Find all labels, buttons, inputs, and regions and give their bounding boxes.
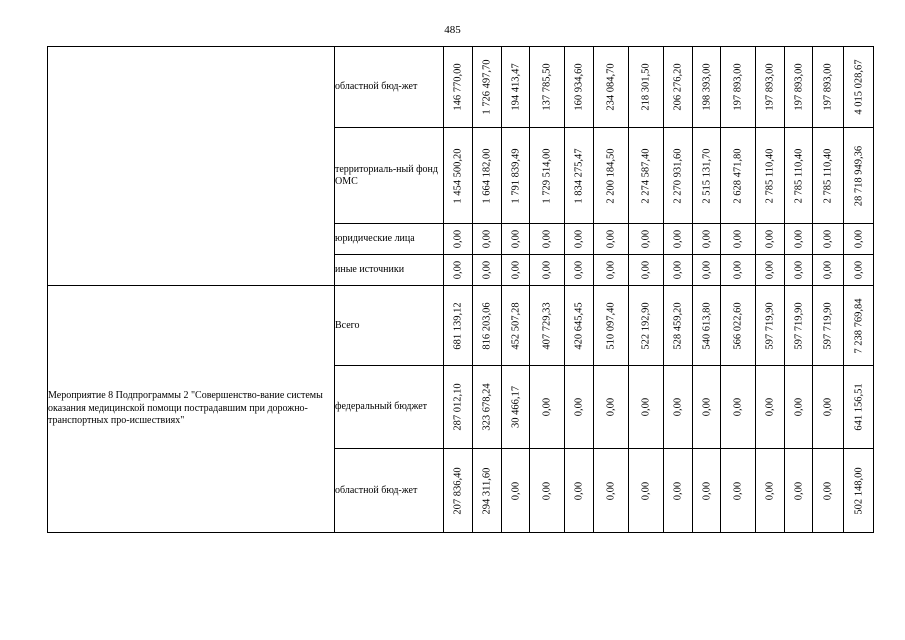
value-cell: [629, 449, 664, 533]
value-text: 1 834 275,47: [573, 147, 585, 204]
value-text: 0,00: [510, 229, 521, 249]
value-text: 597 719,90: [793, 301, 804, 350]
value-text: 0,00: [853, 229, 864, 249]
value-cell: [844, 449, 874, 533]
value-cell: [721, 128, 756, 224]
value-text: 0,00: [452, 229, 464, 249]
value-text: 597 719,90: [822, 301, 834, 350]
value-cell: [664, 449, 693, 533]
value-text: 2 274 587,40: [640, 147, 652, 204]
value-cell: [813, 128, 844, 224]
value-text: 294 311,60: [481, 467, 493, 514]
value-text: 0,00: [822, 481, 834, 500]
value-text: 0,00: [822, 260, 834, 280]
value-text: 0,00: [541, 481, 553, 500]
value-text: 30 466,17: [510, 386, 521, 428]
value-cell: [844, 47, 874, 128]
value-cell: [594, 47, 629, 128]
funding-source-cell: юридические лица: [335, 224, 444, 255]
value-cell: [530, 449, 565, 533]
value-cell: [473, 366, 502, 449]
value-text: 2 515 131,70: [701, 147, 712, 204]
value-text: 816 203,06: [481, 301, 493, 350]
value-cell: [813, 286, 844, 366]
value-cell: [629, 224, 664, 255]
value-cell: [502, 286, 530, 366]
value-cell: [502, 128, 530, 224]
value-text: 0,00: [793, 229, 804, 249]
value-text: 0,00: [672, 260, 684, 280]
value-text: 510 097,40: [605, 301, 617, 350]
value-cell: [721, 224, 756, 255]
value-text: 218 301,50: [640, 63, 652, 111]
value-text: 407 729,33: [541, 301, 553, 350]
value-text: 198 393,00: [701, 63, 712, 111]
value-text: 0,00: [452, 260, 464, 280]
value-cell: [530, 255, 565, 286]
value-text: 0,00: [605, 481, 617, 500]
value-cell: [594, 255, 629, 286]
value-text: 197 893,00: [764, 63, 776, 111]
value-cell: [629, 366, 664, 449]
funding-source-cell: областной бюд-жет: [335, 47, 444, 128]
value-text: 2 628 471,80: [732, 147, 744, 204]
value-text: 540 613,80: [701, 301, 712, 350]
value-text: 1 454 500,20: [452, 147, 464, 204]
value-text: 681 139,12: [452, 301, 464, 350]
value-text: 528 459,20: [672, 301, 684, 350]
value-text: 0,00: [672, 229, 684, 249]
budget-table: [47, 46, 874, 533]
value-cell: [502, 255, 530, 286]
value-text: 0,00: [822, 397, 834, 417]
value-cell: [785, 128, 813, 224]
value-text: 287 012,10: [452, 383, 464, 431]
value-cell: [530, 366, 565, 449]
value-text: 0,00: [481, 260, 493, 280]
value-text: 1 726 497,70: [481, 59, 493, 115]
value-text: 194 413,47: [510, 63, 521, 111]
value-cell: [664, 366, 693, 449]
value-cell: [565, 286, 594, 366]
value-text: 1 729 514,00: [541, 147, 553, 204]
value-text: 0,00: [605, 397, 617, 417]
value-cell: [664, 255, 693, 286]
value-text: 0,00: [822, 229, 834, 249]
value-cell: [813, 449, 844, 533]
value-cell: [785, 47, 813, 128]
value-cell: [756, 449, 785, 533]
value-text: 522 192,90: [640, 301, 652, 350]
value-text: 0,00: [605, 260, 617, 280]
value-text: 452 507,28: [510, 301, 521, 350]
funding-source-cell: Всего: [335, 286, 444, 366]
value-cell: [664, 47, 693, 128]
value-text: 7 238 769,84: [853, 297, 864, 354]
value-text: 0,00: [764, 397, 776, 417]
value-text: 206 276,20: [672, 63, 684, 111]
value-cell: [813, 366, 844, 449]
value-text: 0,00: [701, 397, 712, 417]
value-text: 207 836,40: [452, 466, 464, 515]
value-cell: [502, 224, 530, 255]
measure-cell: Мероприятие 8 Подпрограммы 2 "Совершенство-вание системы оказания медицинской помощи пострадавшим при дорожно-транспортных про-исшествиях": [48, 286, 335, 533]
value-cell: [721, 47, 756, 128]
value-text: 0,00: [732, 229, 744, 249]
value-cell: [629, 128, 664, 224]
value-text: 0,00: [640, 229, 652, 249]
value-text: 2 785 110,40: [764, 148, 776, 203]
value-cell: [444, 255, 473, 286]
value-cell: [530, 286, 565, 366]
value-text: 160 934,60: [573, 63, 585, 111]
value-cell: [530, 128, 565, 224]
value-cell: [473, 224, 502, 255]
value-cell: [502, 449, 530, 533]
value-text: 0,00: [541, 397, 553, 417]
value-cell: [629, 286, 664, 366]
value-cell: [721, 449, 756, 533]
funding-source-cell: территориаль-ный фонд ОМС: [335, 128, 444, 224]
value-cell: [565, 449, 594, 533]
value-text: 0,00: [573, 229, 585, 249]
value-cell: [473, 286, 502, 366]
value-cell: [844, 366, 874, 449]
value-text: 0,00: [605, 229, 617, 249]
value-cell: [565, 47, 594, 128]
value-cell: [721, 366, 756, 449]
value-cell: [565, 128, 594, 224]
value-cell: [444, 449, 473, 533]
value-text: 4 015 028,67: [853, 59, 864, 115]
value-cell: [530, 224, 565, 255]
value-cell: [844, 255, 874, 286]
page-number: 485: [444, 24, 461, 36]
value-cell: [785, 224, 813, 255]
value-text: 502 148,00: [853, 466, 864, 515]
value-cell: [693, 224, 721, 255]
value-cell: [813, 47, 844, 128]
value-text: 0,00: [573, 397, 585, 417]
value-cell: [693, 128, 721, 224]
value-text: 197 893,00: [822, 63, 834, 111]
value-cell: [444, 47, 473, 128]
value-text: 0,00: [701, 260, 712, 280]
value-cell: [629, 47, 664, 128]
value-text: 2 200 184,50: [605, 147, 617, 204]
value-text: 234 084,70: [605, 63, 617, 111]
value-cell: [813, 224, 844, 255]
value-cell: [473, 128, 502, 224]
value-text: 0,00: [672, 481, 684, 500]
value-cell: [756, 47, 785, 128]
value-cell: [565, 224, 594, 255]
value-cell: [756, 224, 785, 255]
value-cell: [785, 286, 813, 366]
value-text: 0,00: [793, 260, 804, 280]
value-cell: [473, 449, 502, 533]
value-cell: [565, 255, 594, 286]
value-text: 197 893,00: [793, 63, 804, 111]
value-cell: [721, 255, 756, 286]
value-text: 0,00: [732, 397, 744, 417]
value-cell: [664, 128, 693, 224]
value-text: 420 645,45: [573, 301, 585, 350]
value-cell: [664, 224, 693, 255]
value-text: 0,00: [573, 481, 585, 500]
value-text: 641 156,51: [853, 383, 864, 431]
value-cell: [594, 366, 629, 449]
value-text: 146 770,00: [452, 63, 464, 111]
value-cell: [664, 286, 693, 366]
value-text: 0,00: [793, 481, 804, 500]
value-cell: [594, 449, 629, 533]
value-text: 0,00: [640, 481, 652, 500]
value-cell: [444, 286, 473, 366]
value-text: 0,00: [541, 260, 553, 280]
value-cell: [502, 47, 530, 128]
value-text: 323 678,24: [481, 383, 493, 431]
value-cell: [721, 286, 756, 366]
value-text: 0,00: [793, 397, 804, 417]
value-cell: [444, 128, 473, 224]
value-text: 2 785 110,40: [822, 148, 834, 203]
value-text: 0,00: [764, 229, 776, 249]
value-text: 597 719,90: [764, 301, 776, 350]
value-text: 0,00: [701, 481, 712, 500]
value-text: 137 785,50: [541, 63, 553, 111]
value-cell: [785, 449, 813, 533]
value-text: 1 664 182,00: [481, 147, 493, 204]
value-text: 566 022,60: [732, 301, 744, 350]
value-cell: [844, 224, 874, 255]
value-cell: [844, 286, 874, 366]
value-cell: [756, 286, 785, 366]
value-text: 0,00: [764, 260, 776, 280]
value-cell: [693, 366, 721, 449]
value-text: 0,00: [640, 260, 652, 280]
value-cell: [756, 128, 785, 224]
value-cell: [756, 366, 785, 449]
value-cell: [756, 255, 785, 286]
value-cell: [844, 128, 874, 224]
value-cell: [693, 255, 721, 286]
value-text: 28 718 949,36: [853, 145, 864, 206]
value-cell: [594, 286, 629, 366]
value-cell: [693, 286, 721, 366]
value-text: 1 791 839,49: [510, 147, 521, 204]
value-text: 0,00: [510, 481, 521, 500]
value-cell: [594, 224, 629, 255]
funding-source-cell: иные источники: [335, 255, 444, 286]
value-text: 0,00: [481, 229, 493, 249]
value-cell: [594, 128, 629, 224]
value-text: 0,00: [732, 481, 744, 500]
value-cell: [473, 47, 502, 128]
value-text: 0,00: [541, 229, 553, 249]
value-text: 0,00: [573, 260, 585, 280]
value-text: 0,00: [732, 260, 744, 280]
value-cell: [444, 224, 473, 255]
value-cell: [785, 255, 813, 286]
table-row: [48, 47, 874, 128]
value-text: 0,00: [853, 260, 864, 280]
value-text: 0,00: [510, 260, 521, 280]
funding-source-cell: областной бюд-жет: [335, 449, 444, 533]
value-cell: [629, 255, 664, 286]
value-cell: [693, 449, 721, 533]
value-cell: [785, 366, 813, 449]
value-text: 2 785 110,40: [793, 148, 804, 203]
funding-source-cell: федеральный бюджет: [335, 366, 444, 449]
measure-cell: [48, 47, 335, 286]
value-cell: [473, 255, 502, 286]
value-cell: [444, 366, 473, 449]
value-text: 2 270 931,60: [672, 147, 684, 204]
value-cell: [502, 366, 530, 449]
value-cell: [530, 47, 565, 128]
table-row: [48, 286, 874, 366]
value-text: 197 893,00: [732, 63, 744, 111]
value-text: 0,00: [672, 397, 684, 417]
value-text: 0,00: [640, 397, 652, 417]
value-cell: [693, 47, 721, 128]
value-text: 0,00: [764, 481, 776, 500]
value-cell: [813, 255, 844, 286]
value-cell: [565, 366, 594, 449]
value-text: 0,00: [701, 229, 712, 249]
